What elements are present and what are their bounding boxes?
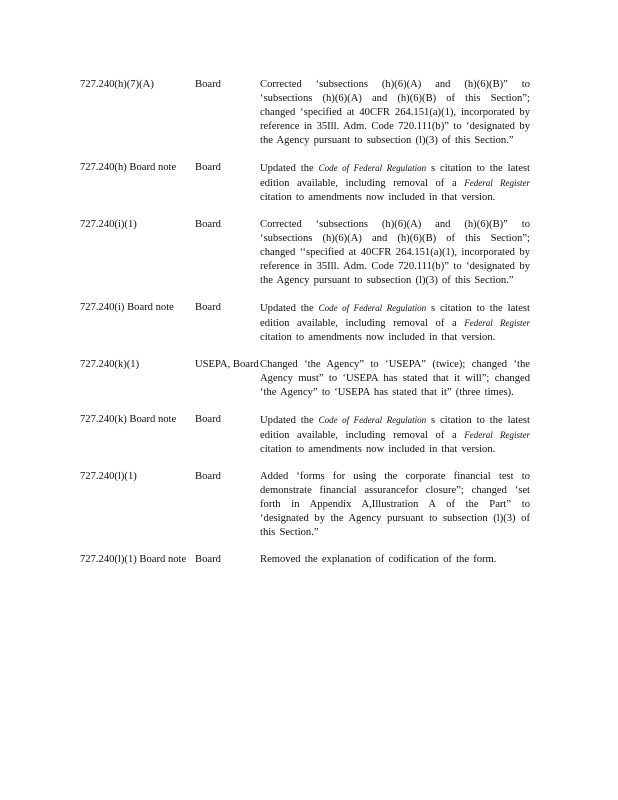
description-cell [260,78,530,148]
description-text: Updated the [260,415,319,426]
description-cell [260,301,530,345]
citation-text: Code of Federal Regulation [318,163,427,173]
source-cell: Board [195,79,221,90]
description-cell [260,470,530,540]
description-text: Updated the [260,163,319,174]
table-row [80,470,532,540]
description-text: s citation to the latest edition available, including removal of a [260,303,530,329]
source-cell: USEPA, Board [195,359,259,370]
description-text: s citation to the latest edition available, including removal of a [260,163,530,189]
source-cell: Board [195,219,221,230]
table-row [80,78,532,148]
description-cell [260,553,530,567]
citation-text: Federal Register [464,318,531,328]
source-cell: Board [195,554,221,565]
amendments-table [80,78,532,580]
section-cell: 727.240(l)(1) [80,471,137,482]
table-row [80,161,532,205]
description-text: citation to amendments now included in that version. [260,332,496,343]
table-row [80,553,532,567]
section-cell: 727.240(k) Board note [80,414,177,425]
table-row [80,301,532,345]
section-cell: 727.240(l)(1) Board note [80,554,187,565]
section-cell: 727.240(i) Board note [80,302,174,313]
source-cell: Board [195,162,221,173]
description-cell [260,358,530,400]
description-text: Removed the explanation of codification of the form. [260,554,497,565]
section-cell: 727.240(h)(7)(A) [80,79,154,90]
citation-text: Federal Register [464,430,531,440]
description-cell [260,161,530,205]
table-row [80,413,532,457]
section-cell: 727.240(k)(1) [80,359,140,370]
description-text: Updated the [260,303,319,314]
citation-text: Code of Federal Regulation [318,415,427,425]
source-cell: Board [195,302,221,313]
description-text: citation to amendments now included in that version. [260,192,496,203]
description-text: citation to amendments now included in that version. [260,444,496,455]
table-row [80,218,532,288]
source-cell: Board [195,414,221,425]
description-cell [260,218,530,288]
source-cell: Board [195,471,221,482]
section-cell: 727.240(h) Board note [80,162,177,173]
table-row [80,358,532,400]
section-cell: 727.240(i)(1) [80,219,137,230]
description-text: Changed ‘the Agency” to ‘USEPA” (twice); changed ‘the Agency must” to ‘USEPA has stated that it will”; changed ‘the Agency” to ‘USEPA has stated that it” (three times). [260,359,530,398]
citation-text: Federal Register [464,178,531,188]
description-cell [260,413,530,457]
citation-text: Code of Federal Regulation [318,303,427,313]
description-text: Corrected ‘subsections (h)(6)(A) and (h)(6)(B)” to ‘subsections (h)(6)(A) and (h)(6)(B) of this Section”; changed ‘‘specified at 40CFR 264.151(a)(1), incorporated by reference in 35Ill. Adm. Code 720.111(b)” to ‘designated by the Agency pursuant to subsection (l)(3) of this Section.” [260,219,530,286]
description-text: Added ‘forms for using the corporate financial test to demonstrate financial assurancefor closure”; changed ‘set forth in Appendix A,Illustration A of the Part” to ‘designated by the Agency pursuant to subsection (l)(3) of this Section.” [260,471,530,538]
description-text: Corrected ‘subsections (h)(6)(A) and (h)(6)(B)” to ‘subsections (h)(6)(A) and (h)(6)(B) of this Section”; changed ‘specified at 40CFR 264.151(a)(1), incorporated by reference in 35Ill. Adm. Code 720.111(b)” to ‘designated by the Agency pursuant to subsection (l)(3) of this Section.” [260,79,530,146]
description-text: s citation to the latest edition available, including removal of a [260,415,530,441]
